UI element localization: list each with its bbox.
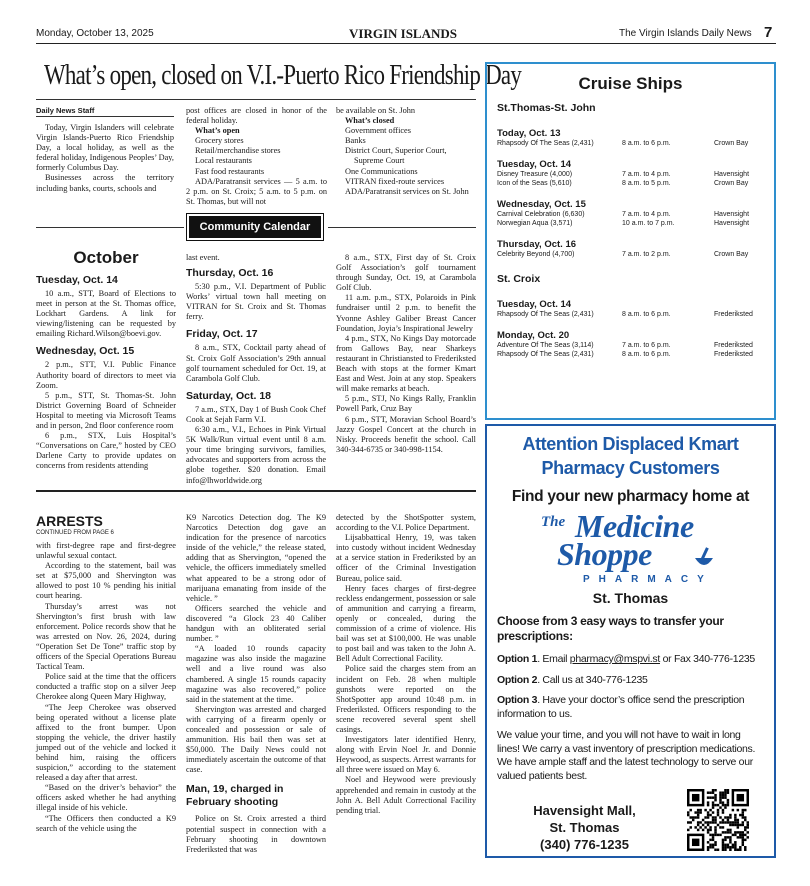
cruise-ship-row [497,341,764,351]
ship-name: Disney Treasure (4,000) [497,170,573,178]
cruise-port-heading: St.Thomas-St. John [497,102,596,114]
calendar-day-heading: Wednesday, Oct. 15 [36,345,135,358]
holiday-paragraph: ADA/Paratransit services — 5 a.m. to 2 p.m. on St. Croix; 5 a.m. to 5 p.m. on St. Thomas, but will not [186,176,327,206]
cruise-date: Tuesday, Oct. 14 [497,158,572,170]
calendar-event: 4 p.m., STX, No Kings Day motorcade from Gallows Bay, near Sharkeys restaurant in Christiansted to Frederiksted Beach with stops at the former Kmart East and West. Join at any stop. Speakers will make remarks at beach. [336,333,476,394]
arrests-col2 [186,513,326,855]
arrests-paragraph: Lijsabbattical Henry, 19, was taken into custody without incident Wednesday at a service station in Frederiksted by an officer of the Criminal Investigation Bureau, police said. [336,533,476,583]
open-list [186,126,327,176]
calendar-event: 7 a.m., STX, Day 1 of Bush Cook Chef Cook at Sejah Farm V.I. [186,404,326,424]
cruise-date: Thursday, Oct. 16 [497,238,577,250]
closed-list-item: District Court, Superior Court, Supreme Court [345,146,447,166]
arrests-paragraph: Henry faces charges of first-degree reckless endangerment, possession or sale of ammunition and carrying a firearm, openly or concealed, during the commission of a crime of violence. His bail was set at $100,000. He was unable to post bail and was taken to the John A. Bell Adult Correctional Facility. [336,583,476,664]
closed-list-item: One Communications [345,166,418,176]
calendar-event: 11 a.m. p.m., STX, Polaroids in Pink fundraiser until 2 p.m. to benefit the Yvonne Ashley Galiber Breast Cancer Foundation, Joyia’s Inspirational Jewelry [336,293,476,333]
closed-list [336,116,476,187]
arrests-paragraph: detected by the ShotSpotter system, according to the V.I. Police Department. [336,513,476,533]
cruise-ship-row [497,310,764,320]
arrests-paragraph: Officers searched the vehicle and discovered “a Glock 23 40 Caliber handgun with an obliterated serial number. ” [186,603,326,644]
ship-dock: Havensight [714,220,750,227]
header-rule [36,43,776,44]
closed-list-item: Banks [345,136,366,146]
open-list-title: What’s open [195,126,240,136]
ship-time: 8 a.m. to 6 p.m. [622,351,671,358]
calendar-event: 5:30 p.m., V.I. Department of Public Works’ virtual town hall meeting on VITRAN for St. Croix and St. Thomas ferry. [186,282,326,322]
ad-island: St. Thomas [549,820,620,835]
section-rule [36,490,476,492]
ship-name: Adventure Of The Seas (3,114) [497,341,594,349]
ship-time: 8 a.m. to 6 p.m. [622,140,671,147]
arrests-paragraph: “Based on the driver’s behavior” the officers asked whether he had anything illegal inside of his vehicle. [36,783,176,813]
ad-find-text: Find your new pharmacy home at [511,488,750,505]
header-section: VIRGIN ISLANDS [349,26,457,41]
calendar-event: 5 p.m., STJ, No Kings Rally, Franklin Powell Park, Cruz Bay [336,394,476,414]
holiday-paragraph: Businesses across the territory including banks, courts, schools and [36,173,174,193]
calendar-col3 [336,253,476,455]
arrests-paragraph: Noel and Heywood were previously apprehended and remain in custody at the John A. Bell Adult Correctional Facility pending trial. [336,775,476,815]
ad-choose: Choose from 3 easy ways to transfer your prescriptions: [497,614,724,643]
ship-dock: Havensight [714,170,750,178]
holiday-byline: Daily News Staff [36,106,174,117]
arrests-col1 [36,541,176,834]
ship-time: 7 a.m. to 4 p.m. [622,210,671,218]
cruise-ship-row [497,179,764,189]
medicine-shoppe-logo [497,510,764,590]
ship-time: 7 a.m. to 2 p.m. [622,250,671,258]
calendar-event: 6 p.m., STT, Moravian School Board’s Jazzy Gospel Concert at the church in Nisky. Proceeds benefit the school. Call 340-344-6735 or 340-998-1154. [336,414,476,454]
calendar-day-heading: Friday, Oct. 17 [186,328,258,341]
arrests-paragraph: “A loaded 10 rounds capacity magazine was also inside the magazine well and a live round was also chambered. A single 15 rounds capacity magazine was also recovered,” police said in the statement at the time. [186,644,326,704]
ship-time: 10 a.m. to 7 p.m. [622,220,675,227]
arrests-paragraph: Thursday’s arrest was not Shervington’s first brush with law enforcement. Police records show that he was arrested on Nov. 26, 2024, during “Operation Set De Tone” traffic stop by officers of the Special Operations Bureau Tactical Team. [36,601,176,672]
holiday-headline: What’s open, closed on V.I.-Puerto Rico Friendship Day [44,60,522,91]
arrests-paragraph: with first-degree rape and first-degree unlawful sexual contact. [36,541,176,561]
logo-shoppe: Shoppe [557,536,652,572]
logo-the: The [541,514,566,530]
arrests-paragraph: Investigators later identified Henry, along with Ervin Noel Jr. and Donnie Heywood, as suspects. Arrest warrants for all three were issued on May 6. [336,735,476,775]
calendar-banner: Community Calendar [189,216,321,238]
cruise-ship-row [497,250,764,260]
ship-dock: Crown Bay [714,140,749,147]
ad-phone: (340) 776-1235 [540,837,629,852]
header-paper: The Virgin Islands Daily News [619,28,752,39]
open-list-item: Fast food restaurants [195,166,265,176]
pharmacy-ad [485,424,776,858]
cruise-ship-row [497,219,764,229]
ad-option-label: Option 2 [497,673,538,686]
cruise-ship-row [497,170,764,180]
ad-option-label: Option 1 [497,653,538,665]
ad-headline: Attention Displaced Kmart [522,434,739,454]
ad-option-2 [497,674,764,688]
arrests-title: ARRESTS [36,513,103,529]
calendar-rule-right [328,227,476,228]
closed-list-item: VITRAN fixed-route services [345,176,445,186]
cruise-ship-row [497,139,764,149]
ad-location: St. Thomas [592,590,669,606]
header-date: Monday, October 13, 2025 [36,28,154,39]
arrests-paragraph: Shervington was arrested and charged with carrying of a firearm openly or concealed and possession or sale of ammunition. His bail then was set at $50,000. The Daily News could not immediately ascertain the outcome of that case. [186,704,326,775]
open-list-item: Grocery stores [195,136,244,146]
calendar-event: 5 p.m., STT, St. Thomas-St. John District Governing Board of Schneider Hospital to meeting via Microsoft Teams and in person, 2nd floor conference room [36,390,176,431]
ad-option-text: . Have your doctor’s office send the prescription information to us. [497,694,745,720]
logo-pharmacy: PHARMACY [583,574,713,585]
cruise-date: Wednesday, Oct. 15 [497,198,586,210]
ship-time: 8 a.m. to 5 p.m. [622,180,671,187]
ad-value-text: We value your time, and you will not have to wait in long lines! We carry a vast inventory of prescription medications. We have ample staff and the latest technology to serve our valued patients best. [497,729,756,782]
mortar-pestle-icon [693,546,715,572]
arrests-paragraph: “The Jeep Cherokee was observed being operated without a license plate affixed to the front bumper. Upon stopping the vehicle, the driver hastily jumped out of the vehicle and locked it behind him, raising the officers suspicion,” according to the statement released a day after that arrest. [36,702,176,783]
ship-name: Rhapsody Of The Seas (2,431) [497,311,594,318]
ad-mall: Havensight Mall, [533,803,636,818]
calendar-event: 6:30 a.m., V.I., Echoes in Pink Virtual 5K Walk/Run virtual event until 8 a.m. your time bringing survivors, families, advocates and supporters from across the globe together. $20 donation. Email info@lhworldwide.org [186,425,326,485]
cruise-date: Tuesday, Oct. 14 [497,299,572,310]
holiday-paragraph: ADA/Paratransit services on St. John [345,186,469,196]
closed-list-title: What’s closed [345,116,395,126]
calendar-event: 6 p.m., STX, Luis Hospital’s “Conversations on Care,” hosted by CEO Darlene Carty to provide updates on concerns from residents attending [36,431,176,471]
ship-dock: Havensight [714,210,750,218]
ad-option-text: . Call us at 340-776-1235 [537,673,648,686]
ship-name: Celebrity Beyond (4,700) [497,250,575,258]
open-list-item: Local restaurants [195,156,252,166]
cruise-ships-list [497,102,764,360]
header-page-number: 7 [764,24,773,41]
cruise-ship-row [497,210,764,220]
ship-name: Icon of the Seas (5,610) [497,180,572,187]
calendar-event: 2 p.m., STT, V.I. Public Finance Authority board of directors to meet via Zoom. [36,360,176,390]
arrests-paragraph: Police said the charges stem from an incident on Feb. 28 when multiple gunshots were reported on the ShotSpotter app around 10:48 p.m. in Frederiksted. Officers responding to the scene recovered several spent shell casings. [336,664,476,734]
ship-name: Norwegian Aqua (3,571) [497,220,573,227]
holiday-paragraph: post offices are closed in honor of the federal holiday. [186,106,327,126]
calendar-day-heading: Tuesday, Oct. 14 [36,274,118,286]
ad-option-label: Option 3 [497,694,538,706]
ship-name: Rhapsody Of The Seas (2,431) [497,351,594,358]
logo-medicine: Medicine [575,508,694,544]
ship-name: Carnival Celebration (6,630) [497,210,585,218]
calendar-month: October [73,248,139,267]
ad-option-1 [497,653,764,667]
ship-time: 7 a.m. to 6 p.m. [622,341,671,349]
closed-list-item: Government offices [345,126,411,136]
ship-dock: Frederiksted [714,311,753,318]
cruise-ships-box [485,62,776,420]
ship-dock: Crown Bay [714,250,749,258]
ship-dock: Crown Bay [714,180,749,187]
holiday-col3 [336,106,476,197]
calendar-event: 8 a.m., STX, First day of St. Croix Golf Association’s golf tournament through Sunday, Oct. 19, at Carambola Golf Club. [336,253,476,293]
arrests-subhead: Man, 19, charged in February shooting [186,783,284,808]
holiday-col2 [186,106,327,207]
cruise-port-heading: St. Croix [497,273,541,285]
ad-headline: Pharmacy Customers [541,458,720,478]
cruise-date: Monday, Oct. 20 [497,329,570,341]
calendar-event: 8 a.m., STX, Cocktail party ahead of St. Croix Golf Association’s 29th annual golf tournament scheduled for Oct. 19, at Carambola Golf Club. [186,343,326,383]
calendar-day-heading: Saturday, Oct. 18 [186,389,272,402]
arrests-continued: CONTINUED FROM PAGE 6 [36,530,114,536]
ship-dock: Frederiksted [714,351,753,358]
holiday-col1 [36,106,174,194]
arrests-paragraph: “The Officers then conducted a K9 search of the vehicle using the [36,813,176,833]
calendar-col2 [186,253,326,486]
holiday-paragraph: be available on St. John [336,106,416,115]
ad-footer [497,793,764,873]
cruise-ships-title: Cruise Ships [578,74,683,93]
ad-email-link[interactable]: pharmacy@mspvi.st [569,653,660,665]
arrests-paragraph: Police said at the time that the officers conducted a traffic stop on a silver Jeep Cherokee along Queen Mary Highway, [36,672,176,702]
arrests-paragraph: Police on St. Croix arrested a third potential suspect in connection with a February shooting in downtown Frederiksted that was [186,814,326,854]
ship-dock: Frederiksted [714,341,753,349]
ship-time: 8 a.m. to 6 p.m. [622,311,671,318]
calendar-day-heading: Thursday, Oct. 16 [186,267,274,280]
cruise-ship-row [497,350,764,360]
arrests-paragraph: According to the statement, bail was set at $75,000 and Shervington was allowed to post 10 % pending his initial court hearing. [36,561,176,601]
arrests-col3 [336,513,476,816]
calendar-col1 [36,268,176,472]
arrests-paragraph: K9 Narcotics Detection dog. The K9 Narcotics Detection dog gave an indication for the presence of narcotics inside of the vehicle,” the release stated, adding that as Shervington, “opened the vehicle, the officers immediately smelled what appeared to be a strong odor of marijuana emanating from inside of the vehicle. ” [186,513,326,603]
ad-option-text: . Email [537,653,570,665]
calendar-event: last event. [186,253,220,262]
holiday-paragraph: Today, Virgin Islanders will celebrate Virgin Islands-Puerto Rico Friendship Day, a local holiday, as well as the federal holiday, Indigenous Peoples’ Day, formerly Columbus Day. [36,123,174,173]
cruise-date: Today, Oct. 13 [497,128,561,139]
headline-rule [36,99,476,100]
ship-time: 7 a.m. to 4 p.m. [622,170,671,178]
calendar-rule-left [36,227,184,228]
ship-name: Rhapsody Of The Seas (2,431) [497,140,594,147]
open-list-item: Retail/merchandise stores [195,146,281,156]
ad-option-text: or Fax 340-776-1235 [659,653,755,665]
ad-option-3 [497,694,764,721]
qr-code-icon[interactable] [687,789,749,851]
calendar-event: 10 a.m., STT, Board of Elections to meet in person at the St. Thomas office, Lockhart Gardens. A link for viewing/listening can be requested by emailing Richard.Wilson@boevi.gov. [36,289,176,339]
